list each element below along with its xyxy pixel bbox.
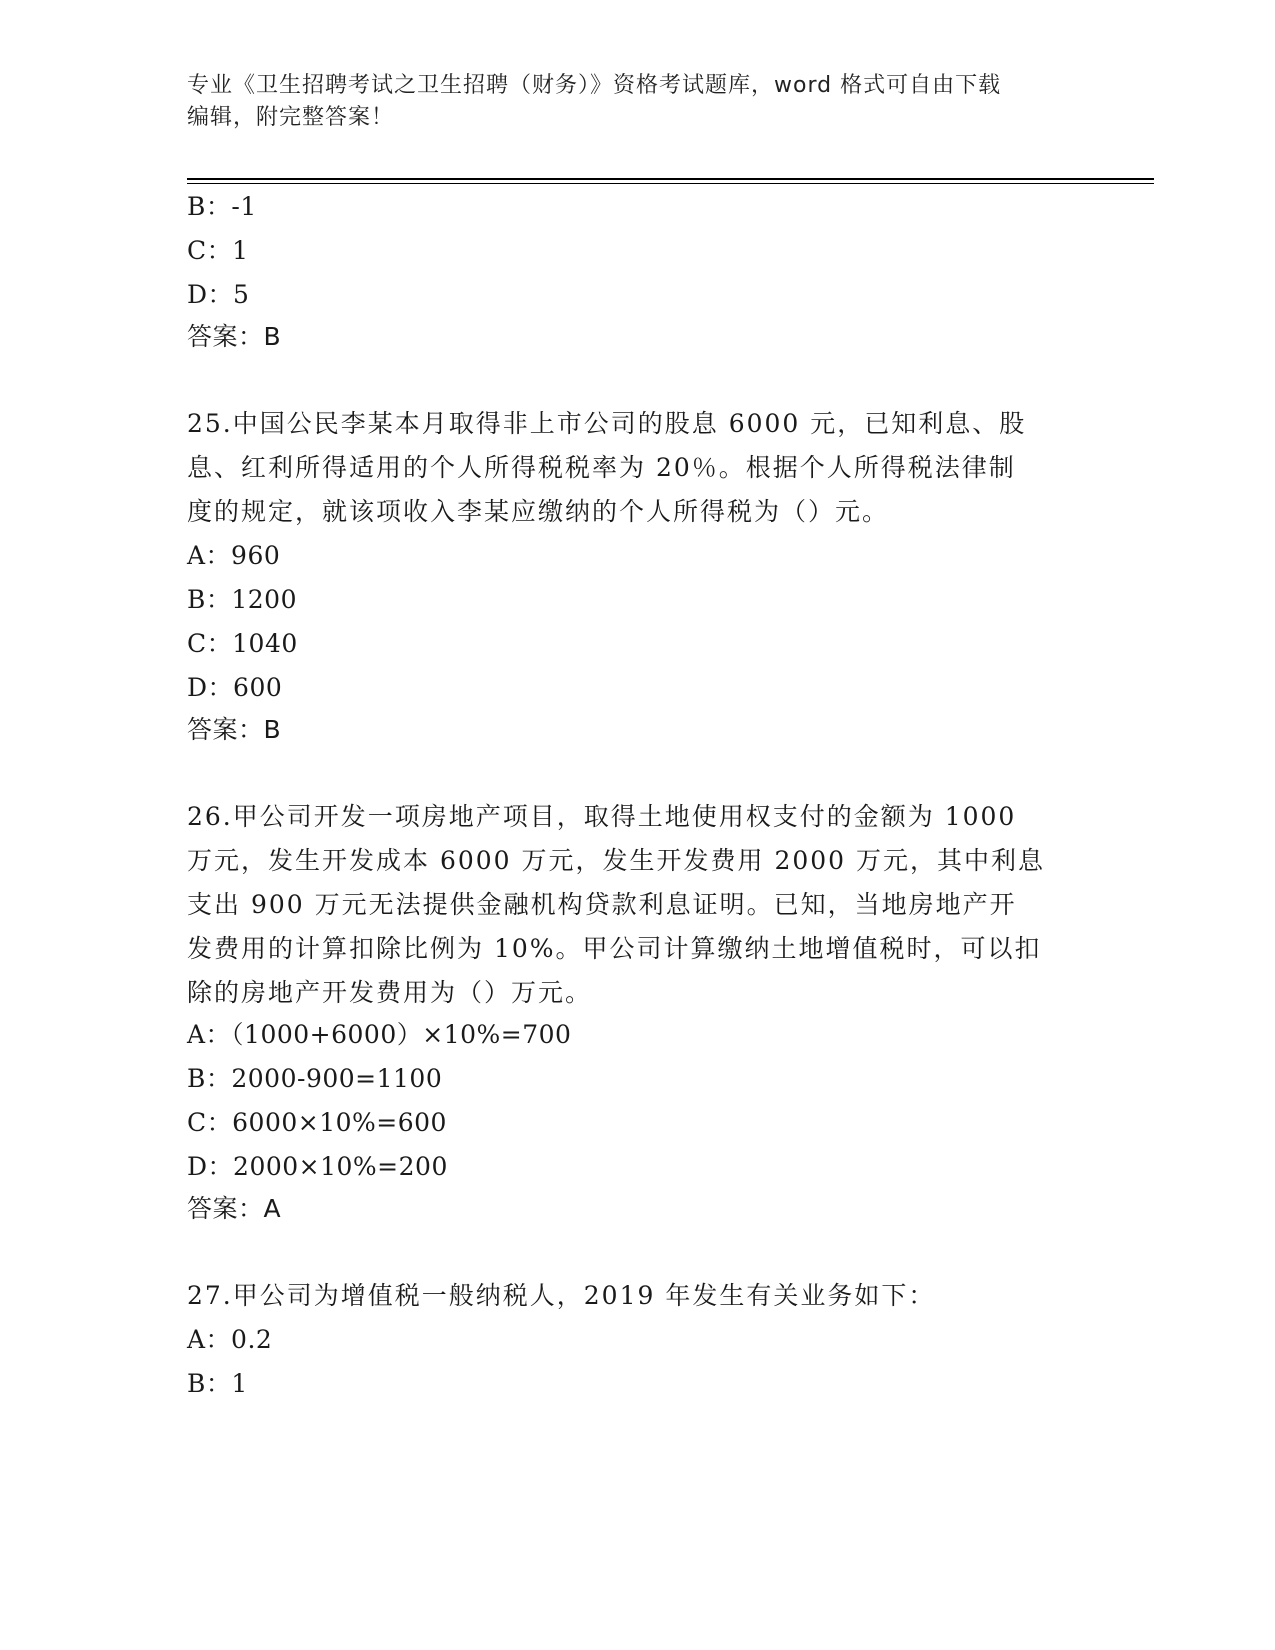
q25-option-c: C：1040 xyxy=(187,629,298,658)
q26-text-line-5: 除的房地产开发费用为（）万元。 xyxy=(187,978,593,1007)
q25-option-d: D：600 xyxy=(187,673,283,702)
q26-text-line-3: 支出 900 万元无法提供金融机构贷款利息证明。已知，当地房地产开 xyxy=(187,890,1017,919)
header-line-1: 专业《卫生招聘考试之卫生招聘（财务）》资格考试题库，word 格式可自由下载 xyxy=(187,73,1002,98)
q24-option-d: D：5 xyxy=(187,280,250,309)
q25-text-line-3: 度的规定，就该项收入李某应缴纳的个人所得税为（）元。 xyxy=(187,497,890,526)
header-rule-thick xyxy=(187,178,1154,180)
q26-answer: 答案：A xyxy=(187,1194,282,1223)
q25-option-a: A：960 xyxy=(187,541,281,570)
q27-text-line-1: 27.甲公司为增值税一般纳税人，2019 年发生有关业务如下： xyxy=(187,1281,936,1310)
q26-text-line-1: 26.甲公司开发一项房地产项目，取得土地使用权支付的金额为 1000 xyxy=(187,802,1017,831)
q25-option-b: B：1200 xyxy=(187,585,297,614)
header-line-2: 编辑，附完整答案！ xyxy=(187,105,395,130)
q25-text-line-1: 25.中国公民李某本月取得非上市公司的股息 6000 元，已知利息、股 xyxy=(187,409,1027,438)
q24-option-c: C：1 xyxy=(187,236,249,265)
q27-option-b: B：1 xyxy=(187,1369,248,1398)
q26-text-line-4: 发费用的计算扣除比例为 10%。甲公司计算缴纳土地增值税时，可以扣 xyxy=(187,934,1042,963)
q25-text-line-2: 息、红利所得适用的个人所得税税率为 20％。根据个人所得税法律制 xyxy=(187,453,1016,482)
q24-option-b: B：-1 xyxy=(187,192,257,221)
document-header xyxy=(187,70,1087,134)
q27-option-a: A：0.2 xyxy=(187,1325,273,1354)
q26-option-a: A：（1000+6000）×10%=700 xyxy=(187,1020,572,1049)
q26-option-d: D：2000×10%=200 xyxy=(187,1152,448,1181)
q25-answer: 答案：B xyxy=(187,715,282,744)
q26-option-b: B：2000-900=1100 xyxy=(187,1064,443,1093)
q26-text-line-2: 万元，发生开发成本 6000 万元，发生开发费用 2000 万元，其中利息 xyxy=(187,846,1046,875)
header-rule-thin xyxy=(187,183,1154,184)
q26-option-c: C：6000×10%=600 xyxy=(187,1108,447,1137)
q24-answer: 答案：B xyxy=(187,322,282,351)
